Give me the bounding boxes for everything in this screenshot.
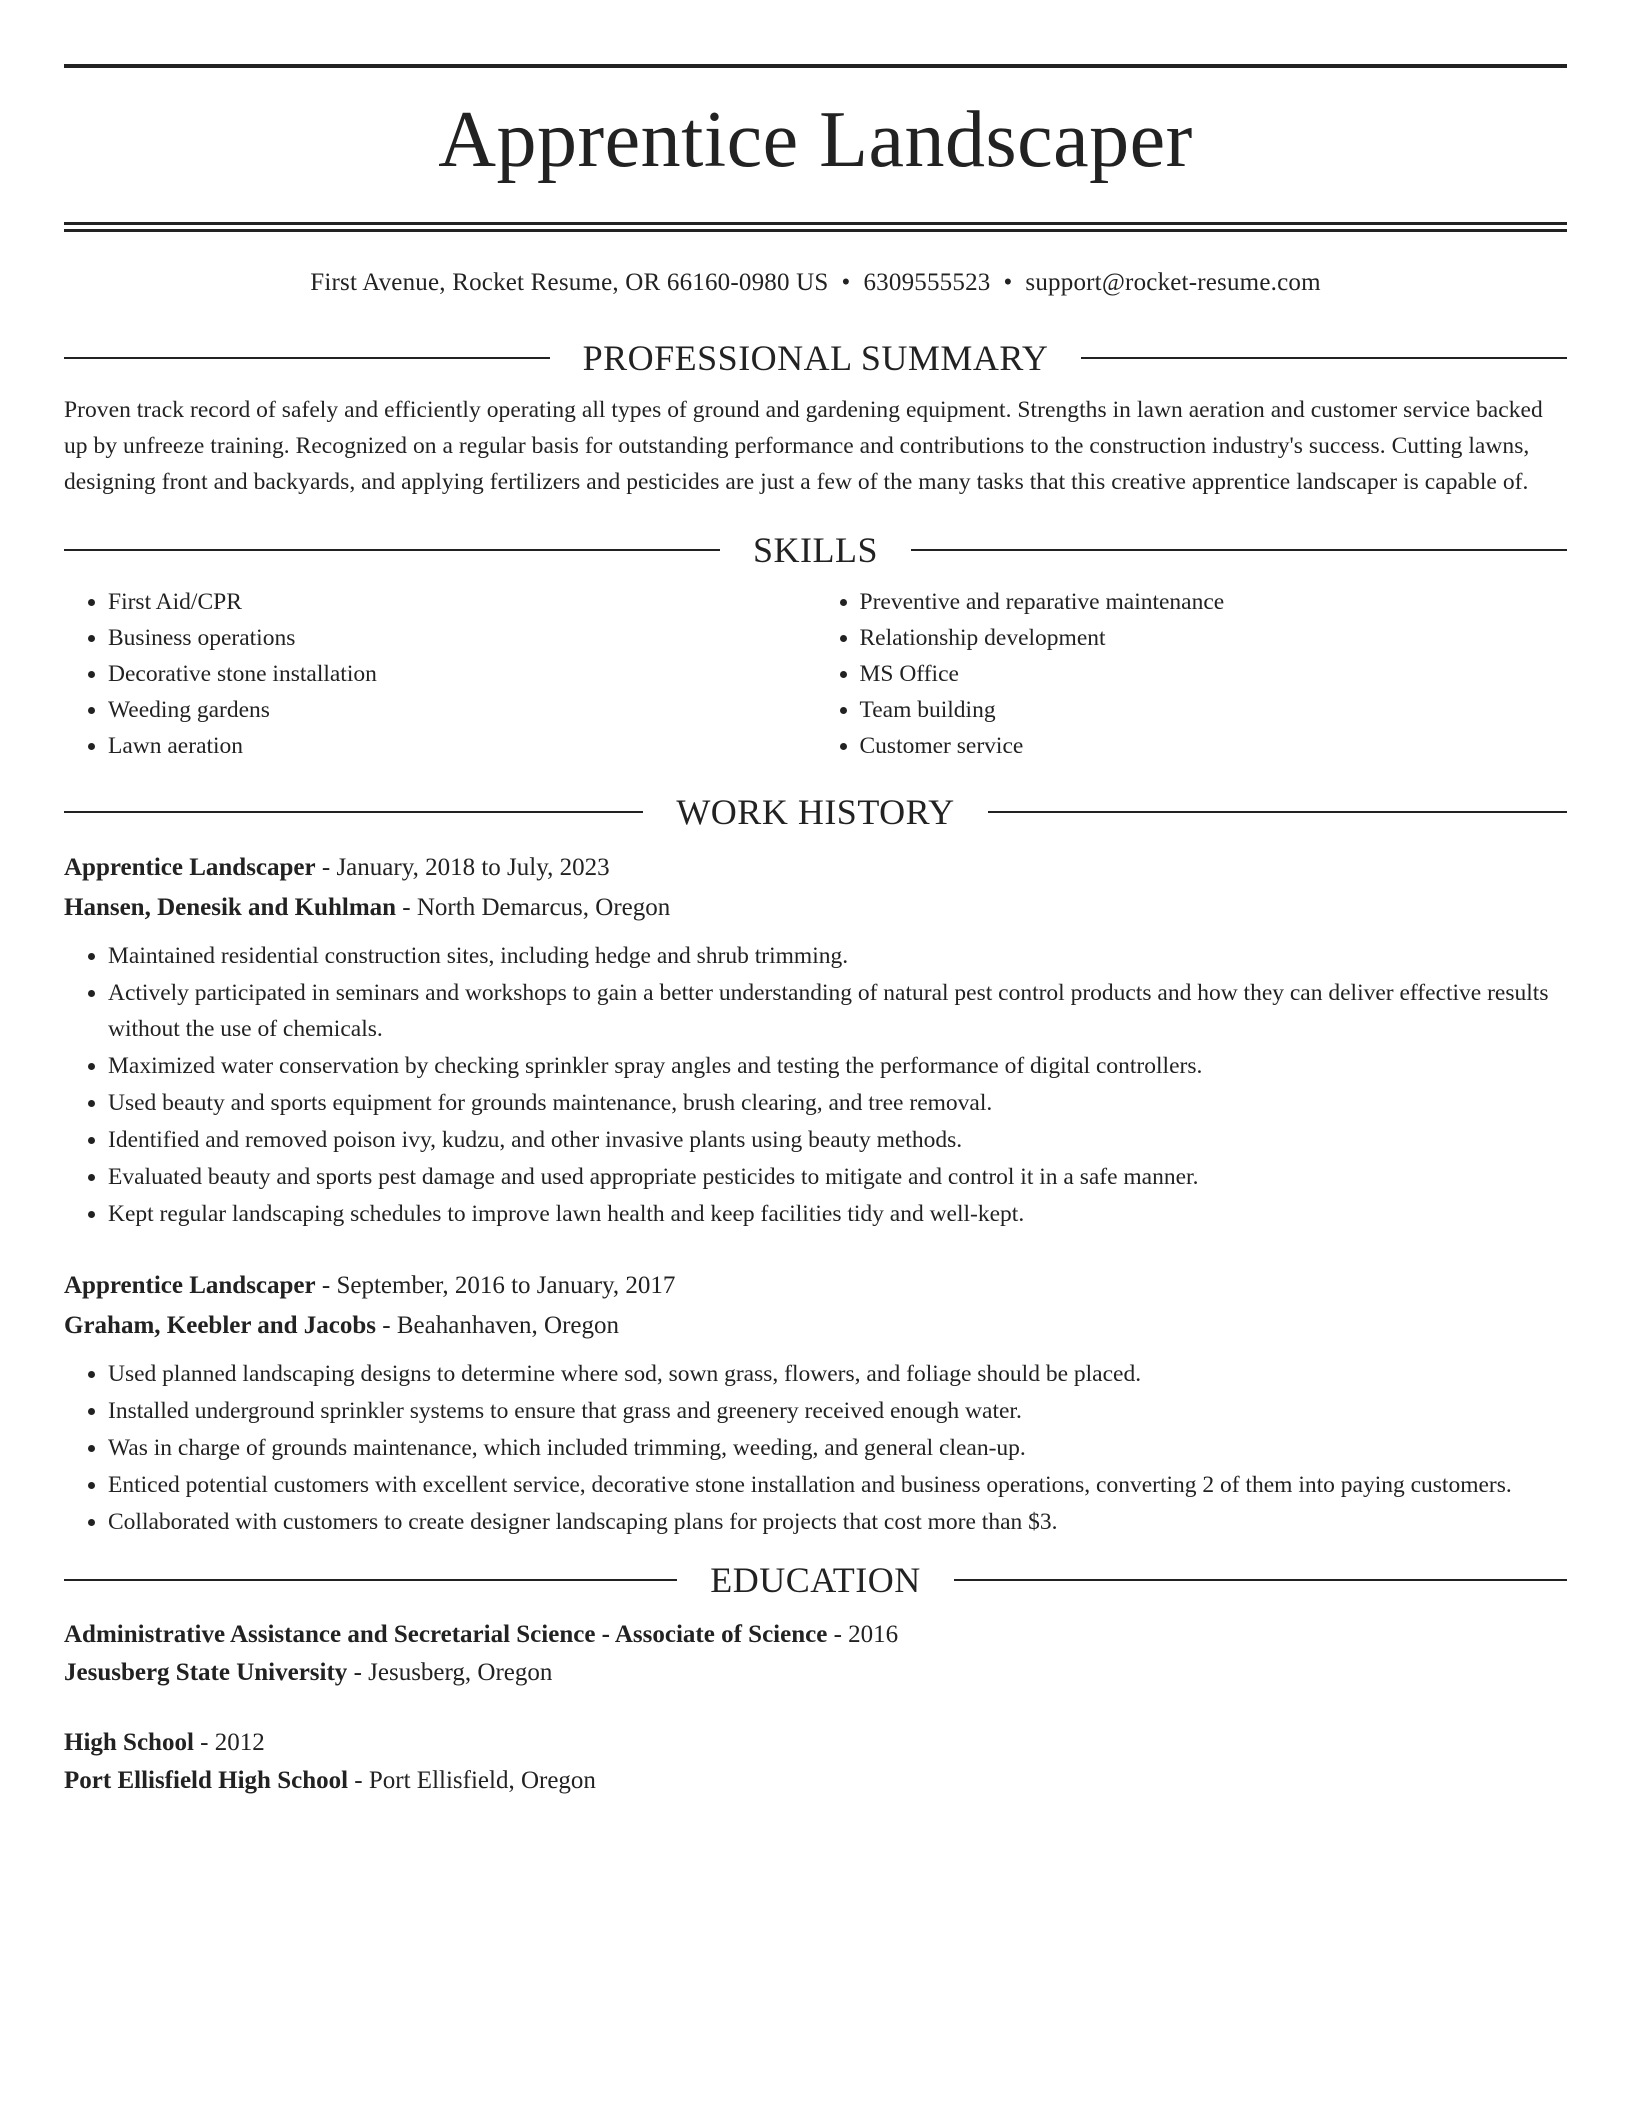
- heading-rule-right: [1081, 357, 1567, 359]
- heading-rule-left: [64, 549, 720, 551]
- job-bullet: • Collaborated with customers to create designer landscaping plans for projects that cost more than $3.: [108, 1504, 1567, 1540]
- education-school: Port Ellisfield High School: [64, 1767, 349, 1794]
- skill-item: • Team building: [860, 692, 1568, 728]
- education-year: - 2016: [827, 1621, 899, 1648]
- education-heading: [64, 1562, 1567, 1598]
- job-bullets: [64, 938, 1567, 1232]
- education-school: Jesusberg State University: [64, 1659, 348, 1686]
- heading-rule-right: [954, 1579, 1567, 1581]
- job-title-line: [64, 1266, 1567, 1306]
- section-title: EDUCATION: [710, 1560, 921, 1600]
- summary-heading: [64, 340, 1567, 376]
- skills-column-right: [816, 584, 1568, 764]
- section-title: SKILLS: [753, 530, 879, 570]
- job-company: Hansen, Denesik and Kuhlman: [64, 894, 397, 921]
- job-bullet: • Evaluated beauty and sports pest damage and used appropriate pesticides to mitigate and control it in a safe manner.: [108, 1159, 1567, 1195]
- skills-column-left: [64, 584, 816, 764]
- heading-rule-left: [64, 1579, 677, 1581]
- skills-heading: [64, 532, 1567, 568]
- contact-email: support@rocket-resume.com: [1025, 269, 1321, 296]
- job-bullet: • Maintained residential construction sites, including hedge and shrub trimming.: [108, 938, 1567, 974]
- contact-separator: •: [1003, 269, 1013, 296]
- job-bullets: [64, 1356, 1567, 1540]
- contact-line: [64, 268, 1567, 298]
- education-location: - Jesusberg, Oregon: [347, 1659, 553, 1686]
- job-company-line: [64, 888, 1567, 928]
- heading-rule-right: [988, 811, 1567, 813]
- heading-rule-left: [64, 357, 550, 359]
- skill-item: • MS Office: [860, 656, 1568, 692]
- skill-item: • Customer service: [860, 728, 1568, 764]
- resume-page: [64, 64, 1567, 1800]
- job-title: Apprentice Landscaper: [64, 854, 316, 881]
- skill-item: • Weeding gardens: [108, 692, 816, 728]
- skill-item: • Decorative stone installation: [108, 656, 816, 692]
- name-double-rule: [64, 222, 1567, 232]
- job-bullet: • Was in charge of grounds maintenance, which included trimming, weeding, and general clean-up.: [108, 1430, 1567, 1466]
- section-title: PROFESSIONAL SUMMARY: [582, 338, 1049, 378]
- job-bullet: • Installed underground sprinkler systems to ensure that grass and greenery received enough water.: [108, 1393, 1567, 1429]
- education-degree-line: [64, 1616, 1567, 1654]
- job-bullet: • Identified and removed poison ivy, kudzu, and other invasive plants using beauty methods.: [108, 1122, 1567, 1158]
- education-entry: [64, 1616, 1567, 1692]
- job-bullet: • Used planned landscaping designs to determine where sod, sown grass, flowers, and foliage should be placed.: [108, 1356, 1567, 1392]
- education-degree: High School: [64, 1729, 194, 1756]
- top-rule: [64, 64, 1567, 68]
- job-company-line: [64, 1306, 1567, 1346]
- education-degree: Administrative Assistance and Secretarial Science - Associate of Science: [64, 1621, 828, 1648]
- job-bullet: • Used beauty and sports equipment for grounds maintenance, brush clearing, and tree removal.: [108, 1085, 1567, 1121]
- skill-item: • Business operations: [108, 620, 816, 656]
- work-history-heading: [64, 794, 1567, 830]
- candidate-name: Apprentice Landscaper: [438, 96, 1193, 184]
- education-entry: [64, 1724, 1567, 1800]
- education-school-line: [64, 1654, 1567, 1692]
- job-dates: - September, 2016 to January, 2017: [315, 1272, 676, 1299]
- job-bullet: • Maximized water conservation by checking sprinkler spray angles and testing the performance of digital controllers.: [108, 1048, 1567, 1084]
- job-dates: - January, 2018 to July, 2023: [315, 854, 610, 881]
- education-school-line: [64, 1762, 1567, 1800]
- education-location: - Port Ellisfield, Oregon: [348, 1767, 596, 1794]
- skill-item: • Relationship development: [860, 620, 1568, 656]
- summary-text: Proven track record of safely and efficiently operating all types of ground and gardening equipment. Strengths in lawn aeration and customer service backed up by unfreeze training. Recognized on a regular basis for outstanding performance and contributions to the construction industry's success. Cutting lawns, designing front and backyards, and applying fertilizers and pesticides are just a few of the many tasks that this creative apprentice landscaper is capable of.: [64, 397, 1543, 495]
- education-year: - 2012: [193, 1729, 265, 1756]
- skill-item: • Preventive and reparative maintenance: [860, 584, 1568, 620]
- job-entry: [64, 848, 1567, 1232]
- job-bullet: • Kept regular landscaping schedules to improve lawn health and keep facilities tidy and well-kept.: [108, 1196, 1567, 1232]
- job-bullet: • Actively participated in seminars and workshops to gain a better understanding of natural pest control products and how they can deliver effective results without the use of chemicals.: [108, 975, 1567, 1047]
- skills-list: [64, 584, 1567, 764]
- job-location: - Beahanhaven, Oregon: [376, 1312, 620, 1339]
- job-title: Apprentice Landscaper: [64, 1272, 316, 1299]
- contact-separator: •: [841, 269, 851, 296]
- skill-item: • First Aid/CPR: [108, 584, 816, 620]
- heading-rule-right: [911, 549, 1567, 551]
- job-location: - North Demarcus, Oregon: [396, 894, 671, 921]
- job-bullet: • Enticed potential customers with excellent service, decorative stone installation and business operations, converting 2 of them into paying customers.: [108, 1467, 1567, 1503]
- contact-address: First Avenue, Rocket Resume, OR 66160-0980 US: [310, 269, 829, 296]
- job-entry: [64, 1266, 1567, 1540]
- job-title-line: [64, 848, 1567, 888]
- section-title: WORK HISTORY: [676, 792, 955, 832]
- job-company: Graham, Keebler and Jacobs: [64, 1312, 377, 1339]
- contact-phone: 6309555523: [863, 269, 991, 296]
- skill-item: • Lawn aeration: [108, 728, 816, 764]
- education-degree-line: [64, 1724, 1567, 1762]
- heading-rule-left: [64, 811, 643, 813]
